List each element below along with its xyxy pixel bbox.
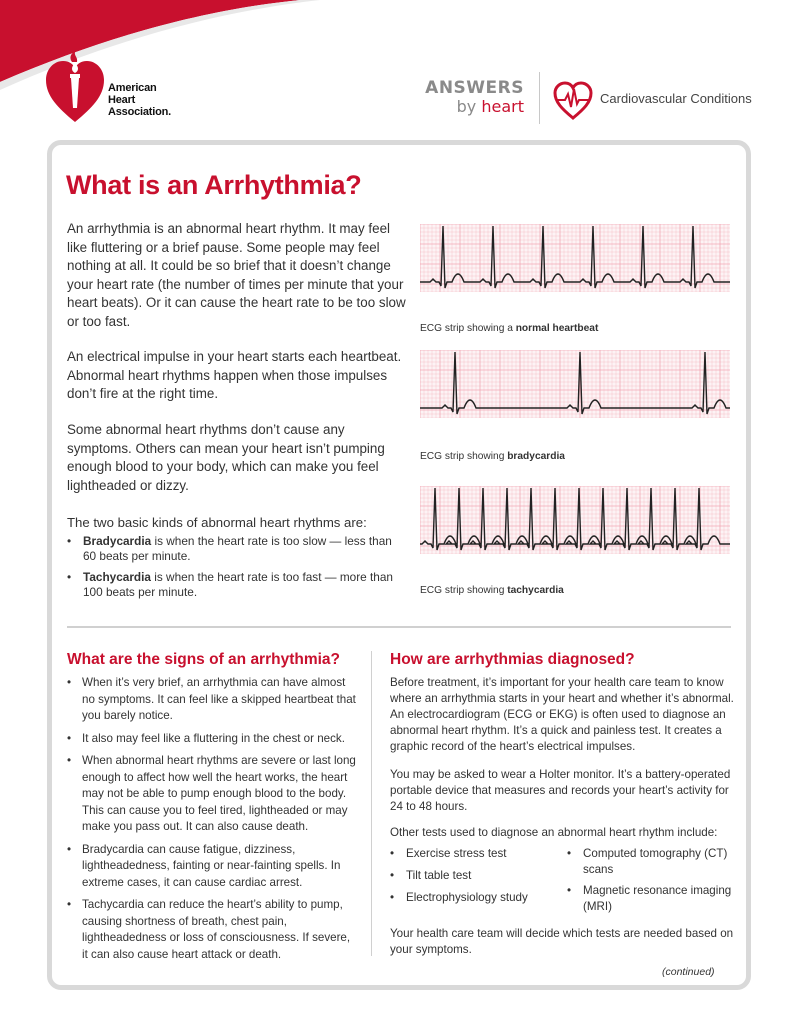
answers-heart: heart xyxy=(481,97,524,116)
aha-logo xyxy=(44,52,194,124)
list-item: • Magnetic resonance imaging (MRI) xyxy=(567,883,737,915)
logo-line: Heart xyxy=(108,94,136,106)
tests-list-right xyxy=(567,846,737,915)
tests-list-left xyxy=(390,846,560,906)
list-item: • When abnormal heart rhythms are severe or last long enough to affect how well the heart works, the heart may not be able to pump enough blood to the body. This can cause you to feel tired, lightheaded or may make you pass out. It can also cause death. xyxy=(67,753,359,836)
term: Bradycardia xyxy=(83,534,152,548)
ecg-strip-bradycardia xyxy=(420,350,730,418)
list-item: • Exercise stress test xyxy=(390,846,560,862)
ecg-caption-bradycardia xyxy=(420,451,565,462)
intro-paragraph-1: An arrhythmia is an abnormal heart rhythm. It may feel like fluttering or a brief pause. Some people may feel nothing at all. It could be so brief that it doesn’t change your heart rate (the number of times per minute that your heart beats). Or it can cause the heart rate to be too slow or too fast. xyxy=(67,221,406,329)
list-item: • When it’s very brief, an arrhythmia can have almost no symptoms. It can feel like a skipped heartbeat that you barely notice. xyxy=(67,675,359,725)
caption-prefix: ECG strip showing a xyxy=(420,323,516,334)
column-divider xyxy=(371,651,372,956)
list-item: • Computed tomography (CT) scans xyxy=(567,846,737,878)
header-divider xyxy=(539,72,540,124)
ecg-caption-normal xyxy=(420,323,598,334)
caption-prefix: ECG strip showing xyxy=(420,451,508,462)
list-item xyxy=(67,570,397,599)
list-item: • Tilt table test xyxy=(390,868,560,884)
term: Tachycardia xyxy=(83,570,151,584)
intro-paragraph-3: Some abnormal heart rhythms don’t cause any symptoms. Others can mean your heart isn’t pumping enough blood to your body, which can make you feel lightheaded or dizzy. xyxy=(67,422,385,493)
diagnosis-paragraph-4: Your health care team will decide which tests are needed based on your symptoms. xyxy=(390,927,734,956)
logo-line: American xyxy=(108,82,157,94)
answers-by: by xyxy=(456,97,477,116)
logo-text xyxy=(108,82,171,118)
list-item: • Tachycardia can reduce the heart’s ability to pump, causing shortness of breath, chest pain, lightheadedness or loss of consciousness. If severe, it can also cause heart attack or death. xyxy=(67,897,359,963)
ecg-strip-normal xyxy=(420,224,730,292)
list-item: • It also may feel like a fluttering in the chest or neck. xyxy=(67,731,359,748)
intro-paragraph-2: An electrical impulse in your heart starts each heartbeat. Abnormal heart rhythms happen when those impulses don’t fire at the right time. xyxy=(67,349,402,402)
diagnosis-paragraph-1: Before treatment, it’s important for your health care team to know where an arrhythmia starts in your heart and whether it’s abnormal. An electrocardiogram (ECG or EKG) is often used to diagnose an abnormal heart rhythm. It’s a quick and painless test. It creates a graphic record of the heart’s electrical impulses. xyxy=(390,676,734,753)
heart-torch-icon xyxy=(44,52,106,124)
caption-bold: bradycardia xyxy=(507,451,565,462)
ecg-caption-tachycardia xyxy=(420,585,564,596)
diagnosis-heading: How are arrhythmias diagnosed? xyxy=(390,651,635,668)
definition: is when the heart rate is too slow — less than 60 beats per minute. xyxy=(83,534,392,563)
definition: is when the heart rate is too fast — more than 100 beats per minute. xyxy=(83,570,393,599)
section-divider xyxy=(67,626,731,628)
heart-ecg-icon xyxy=(552,80,594,120)
signs-list xyxy=(67,675,359,969)
caption-bold: tachycardia xyxy=(507,585,564,596)
list-item: • Electrophysiology study xyxy=(390,890,560,906)
list-item xyxy=(67,534,397,563)
signs-heading: What are the signs of an arrhythmia? xyxy=(67,651,341,668)
kinds-list xyxy=(67,534,397,606)
list-item: • Bradycardia can cause fatigue, dizziness, lightheadedness, fainting or near-fainting spells. In extreme cases, it can cause cardiac arrest. xyxy=(67,842,359,892)
diagnosis-paragraph-3: Other tests used to diagnose an abnormal heart rhythm include: xyxy=(390,826,718,839)
kinds-intro: The two basic kinds of abnormal heart rhythms are: xyxy=(67,515,367,530)
diagnosis-paragraph-2: You may be asked to wear a Holter monitor. It’s a battery-operated portable device that measures and records your heart’s activity for 24 to 48 hours. xyxy=(390,768,731,813)
answers-subtitle xyxy=(412,98,524,116)
answers-by-heart-logo xyxy=(412,78,524,116)
logo-line: Association. xyxy=(108,106,172,118)
category-label: Cardiovascular Conditions xyxy=(600,91,752,106)
continued-note: (continued) xyxy=(662,966,715,978)
caption-prefix: ECG strip showing xyxy=(420,585,508,596)
ecg-strip-tachycardia xyxy=(420,486,730,554)
caption-bold: normal heartbeat xyxy=(515,323,599,334)
page-title: What is an Arrhythmia? xyxy=(66,170,362,200)
answers-title: ANSWERS xyxy=(425,78,524,98)
